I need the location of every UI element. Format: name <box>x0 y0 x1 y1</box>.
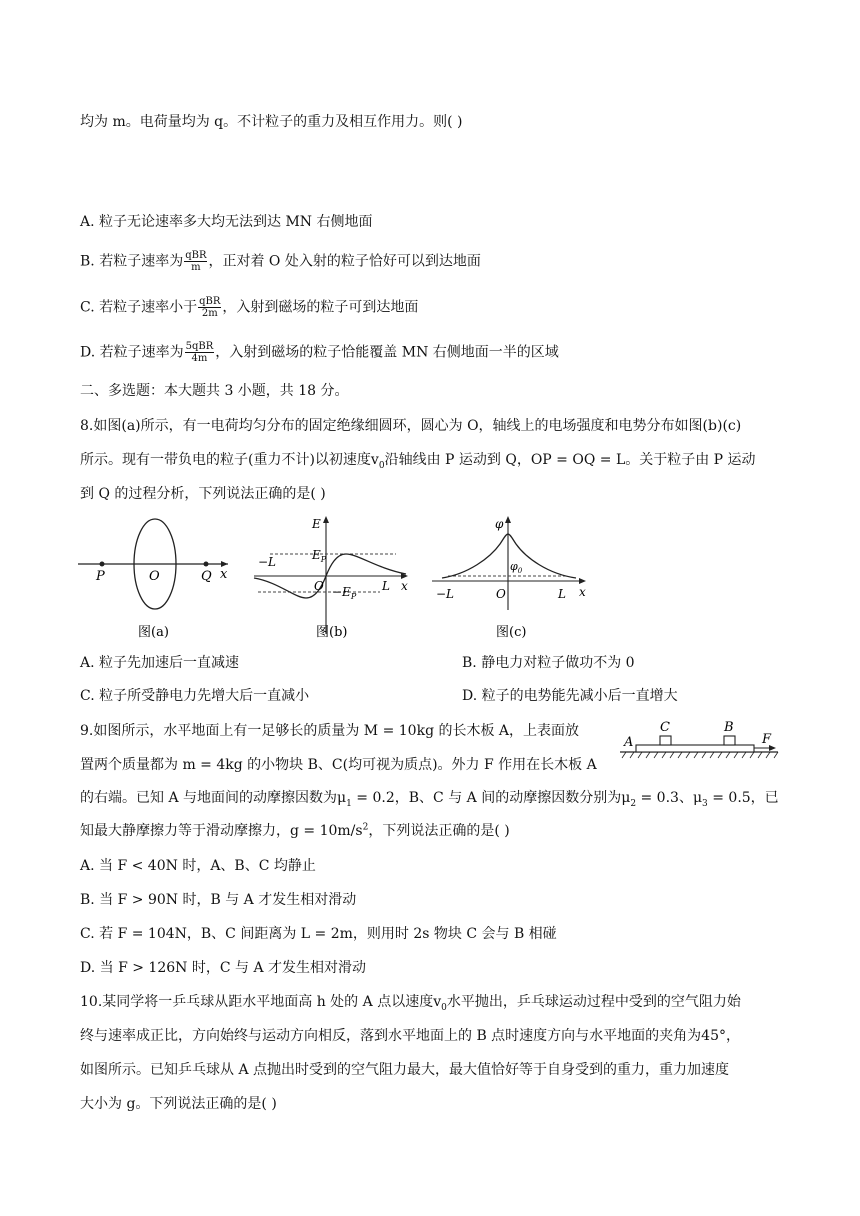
figure-a-caption: 图(a) <box>138 625 169 640</box>
axis-x-label: x <box>401 579 408 593</box>
l-label: L <box>382 579 390 593</box>
q8-line-3: 到 Q 的过程分析，下列说法正确的是( ) <box>80 486 326 502</box>
q7-option-b: B. 若粒子速率为 $\frac{\text{qBR}}{m}$ ，正对着 O 处入射的粒子恰好可以到达地面 <box>80 250 481 273</box>
board-a-label: A <box>624 735 634 750</box>
q9-option-d: D. 当 F > 126N 时，C 与 A 才发生相对滑动 <box>80 960 367 976</box>
ep-label: $E_P$ <box>312 548 327 564</box>
fraction: $\frac{\text{qBR}}{m}$ <box>185 250 207 273</box>
q9-line-2: 置两个质量都为 m = 4kg 的小物块 B、C(均可视为质点)。外力 F 作用在长木板 A <box>80 757 597 773</box>
q8-options-row-2 <box>80 686 678 706</box>
q9-line-1: 9.如图所示，水平地面上有一足够长的质量为 M = 10kg 的长木板 A，上表面放 <box>80 723 580 739</box>
q10-line-3: 如图所示。已知乒乓球从 A 点抛出时受到的空气阻力最大，最大值恰好等于自身受到的重力，重力加速度 <box>80 1062 730 1078</box>
q8-line-2: 所示。现有一带负电的粒子(重力不计)以初速度$v_0$沿轴线由 P 运动到 Q，OP = OQ = L。关于粒子由 P 运动 <box>80 452 756 471</box>
fraction: $\frac{\text{5qBR}}{4m}$ <box>185 341 214 364</box>
q8-options-row-1 <box>80 653 635 673</box>
neg-l-label: −L <box>258 555 277 569</box>
figure-a-ring <box>76 512 246 642</box>
neg-l-label: −L <box>436 587 455 601</box>
q9-option-c: C. 若 F = 104N，B、C 间距离为 L = 2m，则用时 2s 物块 C 会与 B 相碰 <box>80 926 557 942</box>
q10-line-2: 终与速率成正比，方向始终与运动方向相反，落到水平地面上的 B 点时速度方向与水平地面的夹角为45°， <box>80 1028 741 1044</box>
q9-board-figure <box>616 716 786 764</box>
q10-line-1: 10.某同学将一乒乓球从距水平地面高 h 处的 A 点以速度$v_0$水平抛出，乒乓球运动过程中受到的空气阻力始 <box>80 994 741 1013</box>
q10-line-4: 大小为 g。下列说法正确的是( ) <box>80 1096 277 1112</box>
q8-option-a: A. 粒子先加速后一直减速 <box>80 655 240 671</box>
q8-option-b: B. 静电力对粒子做功不为 0 <box>462 655 635 671</box>
q9-line-3: 的右端。已知 A 与地面间的动摩擦因数为$\mu_1 = 0.2$，B、C 与 A 间的动摩擦因数分别为$\mu_2 = 0.3$、$\mu_3 = 0.5$，已 <box>80 790 779 809</box>
center-o-label: O <box>149 569 160 584</box>
axis-x-label: x <box>220 567 228 582</box>
q7-stem-tail: 均为 m。电荷量均为 q。不计粒子的重力及相互作用力。则( ) <box>80 114 463 130</box>
axis-e-label: E <box>312 517 321 531</box>
figure-c-potential-graph <box>430 512 600 642</box>
origin-label: O <box>314 579 324 593</box>
axis-x-label: x <box>579 585 586 599</box>
fraction: $\frac{\text{qBR}}{2m}$ <box>199 296 221 319</box>
q9-option-a: A. 当 F < 40N 时，A、B、C 均静止 <box>80 858 316 874</box>
block-c-label: C <box>660 720 670 735</box>
q9-option-b: B. 当 F > 90N 时，B 与 A 才发生相对滑动 <box>80 892 357 908</box>
q7-option-d: D. 若粒子速率为 $\frac{\text{5qBR}}{4m}$ ，入射到磁场的粒子恰能覆盖 MN 右侧地面一半的区域 <box>80 341 559 364</box>
point-p-label: P <box>96 569 105 584</box>
figure-c-caption: 图(c) <box>496 625 527 640</box>
figure-b-field-graph <box>250 512 420 642</box>
neg-ep-label: $-E_P$ <box>332 585 357 601</box>
q8-option-c: C. 粒子所受静电力先增大后一直减小 <box>80 688 310 704</box>
figure-b-caption: 图(b) <box>316 625 348 640</box>
q7-option-c: C. 若粒子速率小于 $\frac{\text{qBR}}{2m}$ ，入射到磁场的粒子可到达地面 <box>80 296 419 319</box>
origin-label: O <box>496 587 506 601</box>
q7-option-a: A. 粒子无论速率多大均无法到达 MN 右侧地面 <box>80 214 373 230</box>
force-f-label: F <box>762 732 772 747</box>
block-b-label: B <box>724 720 734 735</box>
q8-line-1: 8.如图(a)所示，有一电荷均匀分布的固定绝缘细圆环，圆心为 O，轴线上的电场强度和电势分布如图(b)(c) <box>80 418 742 434</box>
axis-phi-label: φ <box>495 517 504 531</box>
phi0-label: $\varphi_0$ <box>510 560 523 575</box>
q8-option-d: D. 粒子的电势能先减小后一直增大 <box>462 688 678 704</box>
l-label: L <box>558 587 566 601</box>
point-q-label: Q <box>201 569 212 584</box>
section-header-multiple-choice: 二、多选题：本大题共 3 小题，共 18 分。 <box>80 383 349 399</box>
q9-line-4: 知最大静摩擦力等于滑动摩擦力，$g = 10m/s^2$，下列说法正确的是( ) <box>80 822 510 839</box>
